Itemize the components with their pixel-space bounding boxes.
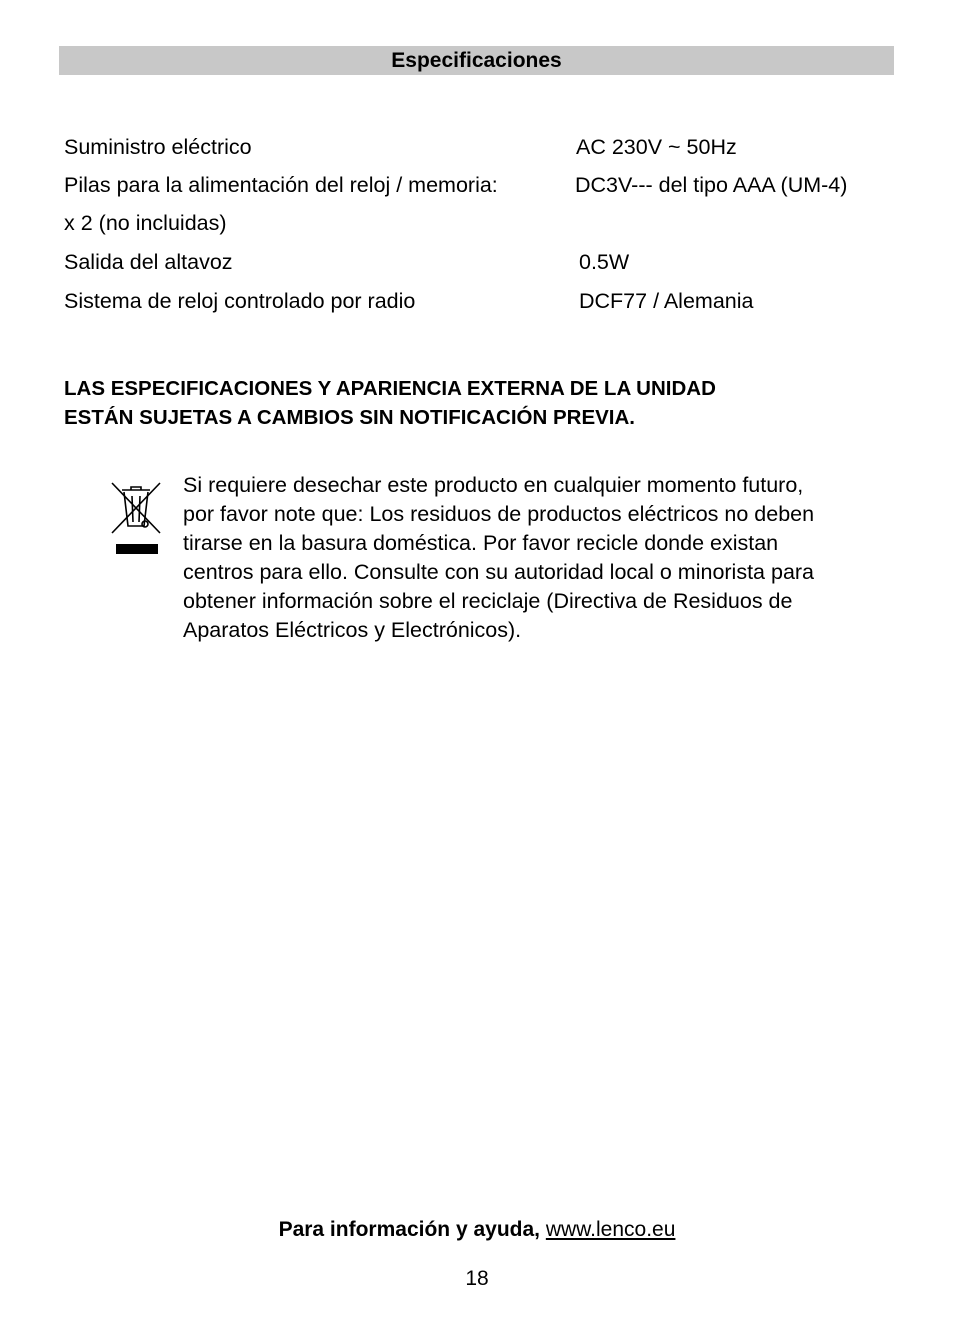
notice-line: ESTÁN SUJETAS A CAMBIOS SIN NOTIFICACIÓN PREVIA. (64, 406, 636, 429)
disposal-line: tirarse en la basura doméstica. Por favor recicle donde existan (183, 531, 779, 555)
spec-row-speaker-output (64, 247, 894, 277)
page-number: 18 (465, 1267, 489, 1290)
section-title: Especificaciones (391, 49, 562, 72)
section-header-bar (59, 46, 894, 75)
disposal-line: centros para ello. Consulte con su autoridad local o minorista para (183, 560, 815, 584)
spec-row-radio-clock (64, 286, 894, 316)
disposal-line: Si requiere desechar este producto en cualquier momento futuro, (183, 473, 804, 497)
spec-label: x 2 (no incluidas) (64, 211, 227, 235)
spec-value: DC3V--- del tipo AAA (UM-4) (575, 173, 848, 197)
crossed-out-wheelie-bin-icon (110, 481, 162, 555)
disposal-line: Aparatos Eléctricos y Electrónicos). (183, 618, 522, 642)
disposal-instructions (183, 471, 903, 645)
spec-label: Sistema de reloj controlado por radio (64, 289, 416, 313)
spec-value: DCF77 / Alemania (579, 289, 754, 313)
specifications-change-notice (64, 374, 894, 432)
spec-value: 0.5W (579, 250, 630, 274)
spec-row-batteries (64, 170, 894, 200)
footer-help-text: Para información y ayuda, (278, 1218, 540, 1241)
spec-label: Salida del altavoz (64, 250, 233, 274)
disposal-line: por favor note que: Los residuos de productos eléctricos no deben (183, 502, 815, 526)
spec-label: Pilas para la alimentación del reloj / memoria: (64, 173, 498, 197)
spec-row-batteries-qty (64, 208, 894, 238)
footer-help (0, 1215, 954, 1245)
spec-label: Suministro eléctrico (64, 135, 252, 159)
footer-website-link[interactable]: www.lenco.eu (545, 1218, 676, 1241)
notice-line: LAS ESPECIFICACIONES Y APARIENCIA EXTERNA DE LA UNIDAD (64, 377, 716, 400)
disposal-line: obtener información sobre el reciclaje (Directiva de Residuos de (183, 589, 793, 613)
spec-row-power-supply (64, 132, 894, 162)
spec-value: AC 230V ~ 50Hz (576, 135, 737, 159)
